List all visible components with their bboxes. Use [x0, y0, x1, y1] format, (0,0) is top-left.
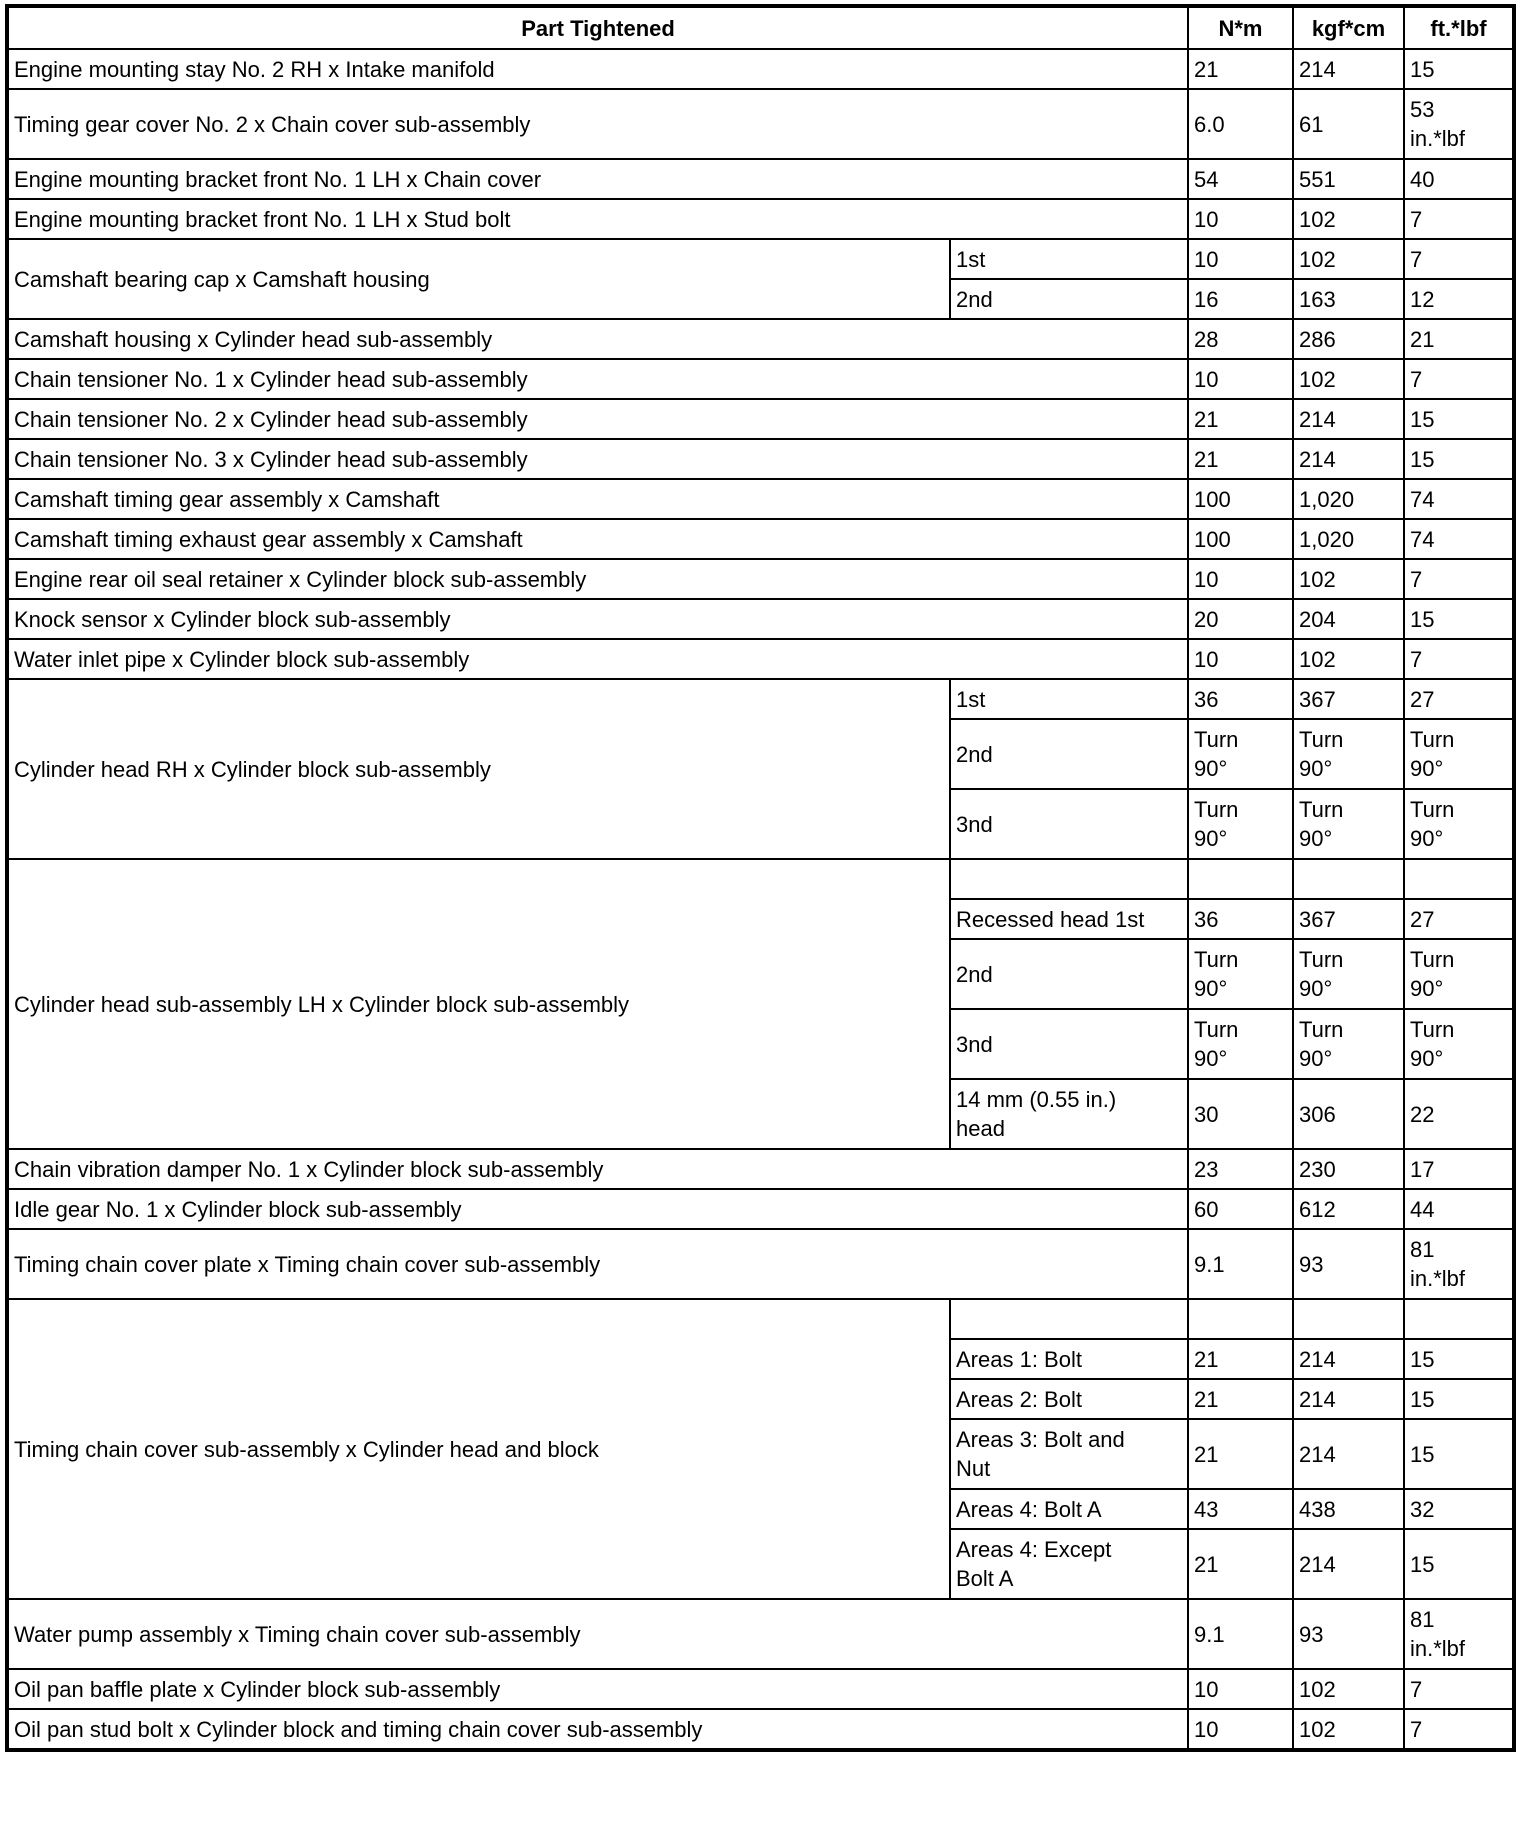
nm-cell [1188, 789, 1293, 859]
step-cell: 3nd [950, 789, 1188, 859]
part-cell: Chain tensioner No. 1 x Cylinder head sub-assembly [7, 359, 1188, 399]
kgf-cell: 102 [1293, 1669, 1404, 1709]
header-ft-lbf: ft.*lbf [1404, 6, 1514, 49]
table-row [7, 1709, 1514, 1750]
part-cell: Chain tensioner No. 3 x Cylinder head sub-assembly [7, 439, 1188, 479]
step-cell: Areas 2: Bolt [950, 1379, 1188, 1419]
kgf-cell: 214 [1293, 1419, 1404, 1489]
ft-cell: 12 [1404, 279, 1514, 319]
nm-cell: 10 [1188, 1709, 1293, 1750]
part-cell: Timing chain cover plate x Timing chain cover sub-assembly [7, 1229, 1188, 1299]
step-label-cont: Nut [956, 1456, 991, 1481]
ft-cell: 40 [1404, 159, 1514, 199]
nm-cell: 100 [1188, 519, 1293, 559]
table-row [7, 239, 1514, 279]
ft-value: 53 [1410, 97, 1435, 122]
kgf-cell: 102 [1293, 239, 1404, 279]
table-row [7, 1599, 1514, 1669]
ft-cell [1404, 89, 1514, 159]
table-row [7, 439, 1514, 479]
nm-cell: 16 [1188, 279, 1293, 319]
table-row [7, 859, 1514, 899]
table-row [7, 519, 1514, 559]
kgf-cell: 163 [1293, 279, 1404, 319]
table-row [7, 159, 1514, 199]
ft-cell [1404, 859, 1514, 899]
ft-cell: 15 [1404, 599, 1514, 639]
nm-cell: 10 [1188, 1669, 1293, 1709]
kgf-cell: 204 [1293, 599, 1404, 639]
nm-cell [1188, 939, 1293, 1009]
step-label-cont: head [956, 1116, 1005, 1141]
table-row [7, 559, 1514, 599]
kgf-cell: 230 [1293, 1149, 1404, 1189]
ft-cell [1404, 939, 1514, 1009]
part-cell: Engine mounting bracket front No. 1 LH x Stud bolt [7, 199, 1188, 239]
nm-cell: 21 [1188, 399, 1293, 439]
kgf-cell: 551 [1293, 159, 1404, 199]
part-cell: Cylinder head RH x Cylinder block sub-assembly [7, 679, 950, 859]
part-cell: Timing gear cover No. 2 x Chain cover sub-assembly [7, 89, 1188, 159]
part-cell: Timing chain cover sub-assembly x Cylinder head and block [7, 1299, 950, 1599]
kgf-cell [1293, 1009, 1404, 1079]
kgf-cell [1293, 859, 1404, 899]
part-cell: Idle gear No. 1 x Cylinder block sub-assembly [7, 1189, 1188, 1229]
part-cell: Chain tensioner No. 2 x Cylinder head sub-assembly [7, 399, 1188, 439]
ft-cell: 15 [1404, 1339, 1514, 1379]
step-cell [950, 1419, 1188, 1489]
table-row [7, 679, 1514, 719]
part-cell: Chain vibration damper No. 1 x Cylinder block sub-assembly [7, 1149, 1188, 1189]
part-cell: Oil pan stud bolt x Cylinder block and timing chain cover sub-assembly [7, 1709, 1188, 1750]
ft-cell: 7 [1404, 359, 1514, 399]
kgf-cell [1293, 1299, 1404, 1339]
nm-cell: 23 [1188, 1149, 1293, 1189]
nm-cell: 43 [1188, 1489, 1293, 1529]
step-cell [950, 1079, 1188, 1149]
kgf-cell: 286 [1293, 319, 1404, 359]
nm-cell: 20 [1188, 599, 1293, 639]
part-cell: Cylinder head sub-assembly LH x Cylinder block sub-assembly [7, 859, 950, 1149]
kgf-cell: 102 [1293, 1709, 1404, 1750]
table-row [7, 1299, 1514, 1339]
ft-cell: 74 [1404, 479, 1514, 519]
step-cell: Recessed head 1st [950, 899, 1188, 939]
step-label: 14 mm (0.55 in.) [956, 1087, 1117, 1112]
nm-cell: 21 [1188, 1529, 1293, 1599]
table-row [7, 359, 1514, 399]
ft-cell: 7 [1404, 1669, 1514, 1709]
ft-cell [1404, 789, 1514, 859]
part-cell: Camshaft timing gear assembly x Camshaft [7, 479, 1188, 519]
table-row [7, 1669, 1514, 1709]
table-row [7, 1229, 1514, 1299]
step-cell [950, 1529, 1188, 1599]
nm-cell: 10 [1188, 239, 1293, 279]
turn-text: Turn [1299, 947, 1344, 972]
table-row [7, 599, 1514, 639]
nm-cell: 21 [1188, 49, 1293, 89]
part-cell: Camshaft bearing cap x Camshaft housing [7, 239, 950, 319]
ft-cell [1404, 1599, 1514, 1669]
ft-cell: 15 [1404, 439, 1514, 479]
kgf-cell: 367 [1293, 679, 1404, 719]
part-cell: Water inlet pipe x Cylinder block sub-assembly [7, 639, 1188, 679]
step-label: Areas 4: Except [956, 1537, 1112, 1562]
kgf-cell: 93 [1293, 1229, 1404, 1299]
angle-text: 90° [1299, 1046, 1333, 1071]
turn-text: Turn [1299, 1017, 1344, 1042]
ft-cell: 15 [1404, 399, 1514, 439]
ft-cell: 15 [1404, 1379, 1514, 1419]
angle-text: 90° [1194, 976, 1228, 1001]
angle-text: 90° [1410, 756, 1444, 781]
torque-specification-table [5, 4, 1516, 1752]
nm-cell: 6.0 [1188, 89, 1293, 159]
turn-text: Turn [1410, 947, 1455, 972]
nm-cell: 10 [1188, 199, 1293, 239]
table-row [7, 639, 1514, 679]
kgf-cell: 612 [1293, 1189, 1404, 1229]
nm-cell: 54 [1188, 159, 1293, 199]
angle-text: 90° [1410, 1046, 1444, 1071]
kgf-cell: 214 [1293, 1379, 1404, 1419]
nm-cell: 21 [1188, 1339, 1293, 1379]
ft-cell: 7 [1404, 639, 1514, 679]
ft-unit: in.*lbf [1410, 126, 1466, 151]
nm-cell: 10 [1188, 559, 1293, 599]
ft-cell: 22 [1404, 1079, 1514, 1149]
nm-cell: 36 [1188, 899, 1293, 939]
table-row [7, 479, 1514, 519]
part-cell: Camshaft timing exhaust gear assembly x Camshaft [7, 519, 1188, 559]
ft-cell: 32 [1404, 1489, 1514, 1529]
part-cell: Knock sensor x Cylinder block sub-assembly [7, 599, 1188, 639]
part-cell: Engine mounting stay No. 2 RH x Intake manifold [7, 49, 1188, 89]
nm-cell: 60 [1188, 1189, 1293, 1229]
step-cell: Areas 4: Bolt A [950, 1489, 1188, 1529]
ft-cell: 74 [1404, 519, 1514, 559]
ft-cell: 27 [1404, 679, 1514, 719]
turn-text: Turn [1410, 727, 1455, 752]
step-cell: 3nd [950, 1009, 1188, 1079]
kgf-cell [1293, 719, 1404, 789]
turn-text: Turn [1194, 797, 1239, 822]
kgf-cell: 367 [1293, 899, 1404, 939]
ft-cell: 15 [1404, 49, 1514, 89]
header-nm: N*m [1188, 6, 1293, 49]
nm-cell: 9.1 [1188, 1599, 1293, 1669]
step-cell: 1st [950, 679, 1188, 719]
kgf-cell: 93 [1293, 1599, 1404, 1669]
ft-cell: 27 [1404, 899, 1514, 939]
nm-cell: 100 [1188, 479, 1293, 519]
part-cell: Oil pan baffle plate x Cylinder block sub-assembly [7, 1669, 1188, 1709]
ft-cell [1404, 719, 1514, 789]
part-cell: Engine mounting bracket front No. 1 LH x Chain cover [7, 159, 1188, 199]
ft-value: 81 [1410, 1237, 1435, 1262]
kgf-cell [1293, 939, 1404, 1009]
table-row [7, 1189, 1514, 1229]
turn-text: Turn [1194, 727, 1239, 752]
kgf-cell: 214 [1293, 439, 1404, 479]
kgf-cell: 102 [1293, 639, 1404, 679]
nm-cell: 30 [1188, 1079, 1293, 1149]
ft-cell: 7 [1404, 199, 1514, 239]
ft-cell [1404, 1009, 1514, 1079]
table-row [7, 89, 1514, 159]
ft-value: 81 [1410, 1607, 1435, 1632]
angle-text: 90° [1299, 826, 1333, 851]
part-cell: Engine rear oil seal retainer x Cylinder block sub-assembly [7, 559, 1188, 599]
ft-cell: 15 [1404, 1419, 1514, 1489]
kgf-cell: 1,020 [1293, 479, 1404, 519]
ft-cell: 44 [1404, 1189, 1514, 1229]
nm-cell: 10 [1188, 639, 1293, 679]
turn-text: Turn [1299, 727, 1344, 752]
table-row [7, 319, 1514, 359]
ft-cell: 7 [1404, 559, 1514, 599]
kgf-cell: 306 [1293, 1079, 1404, 1149]
ft-unit: in.*lbf [1410, 1636, 1466, 1661]
part-cell: Water pump assembly x Timing chain cover sub-assembly [7, 1599, 1188, 1669]
angle-text: 90° [1194, 826, 1228, 851]
turn-text: Turn [1194, 947, 1239, 972]
step-label: Areas 3: Bolt and [956, 1427, 1125, 1452]
kgf-cell: 61 [1293, 89, 1404, 159]
kgf-cell [1293, 789, 1404, 859]
ft-cell: 15 [1404, 1529, 1514, 1599]
turn-text: Turn [1410, 797, 1455, 822]
step-cell: Areas 1: Bolt [950, 1339, 1188, 1379]
kgf-cell: 214 [1293, 49, 1404, 89]
ft-cell: 17 [1404, 1149, 1514, 1189]
angle-text: 90° [1410, 976, 1444, 1001]
step-label-cont: Bolt A [956, 1566, 1014, 1591]
angle-text: 90° [1299, 976, 1333, 1001]
ft-cell: 7 [1404, 1709, 1514, 1750]
step-cell: 2nd [950, 719, 1188, 789]
ft-cell: 21 [1404, 319, 1514, 359]
nm-cell [1188, 859, 1293, 899]
turn-text: Turn [1194, 1017, 1239, 1042]
nm-cell: 10 [1188, 359, 1293, 399]
ft-cell [1404, 1229, 1514, 1299]
step-cell [950, 1299, 1188, 1339]
turn-text: Turn [1410, 1017, 1455, 1042]
step-cell: 2nd [950, 939, 1188, 1009]
angle-text: 90° [1194, 756, 1228, 781]
ft-unit: in.*lbf [1410, 1266, 1466, 1291]
turn-text: Turn [1299, 797, 1344, 822]
angle-text: 90° [1194, 1046, 1228, 1071]
kgf-cell: 1,020 [1293, 519, 1404, 559]
kgf-cell: 214 [1293, 1529, 1404, 1599]
angle-text: 90° [1299, 756, 1333, 781]
table-header-row [7, 6, 1514, 49]
table-row [7, 199, 1514, 239]
step-cell: 2nd [950, 279, 1188, 319]
header-kgf-cm: kgf*cm [1293, 6, 1404, 49]
nm-cell: 21 [1188, 439, 1293, 479]
angle-text: 90° [1410, 826, 1444, 851]
nm-cell: 28 [1188, 319, 1293, 359]
kgf-cell: 438 [1293, 1489, 1404, 1529]
part-cell: Camshaft housing x Cylinder head sub-assembly [7, 319, 1188, 359]
table-row [7, 1149, 1514, 1189]
kgf-cell: 102 [1293, 199, 1404, 239]
step-cell: 1st [950, 239, 1188, 279]
nm-cell: 21 [1188, 1379, 1293, 1419]
step-cell [950, 859, 1188, 899]
kgf-cell: 214 [1293, 399, 1404, 439]
ft-cell: 7 [1404, 239, 1514, 279]
nm-cell [1188, 1009, 1293, 1079]
nm-cell: 21 [1188, 1419, 1293, 1489]
table-row [7, 399, 1514, 439]
kgf-cell: 102 [1293, 359, 1404, 399]
table-row [7, 49, 1514, 89]
ft-cell [1404, 1299, 1514, 1339]
kgf-cell: 214 [1293, 1339, 1404, 1379]
nm-cell [1188, 719, 1293, 789]
nm-cell: 36 [1188, 679, 1293, 719]
nm-cell: 9.1 [1188, 1229, 1293, 1299]
kgf-cell: 102 [1293, 559, 1404, 599]
header-part-tightened: Part Tightened [7, 6, 1188, 49]
nm-cell [1188, 1299, 1293, 1339]
